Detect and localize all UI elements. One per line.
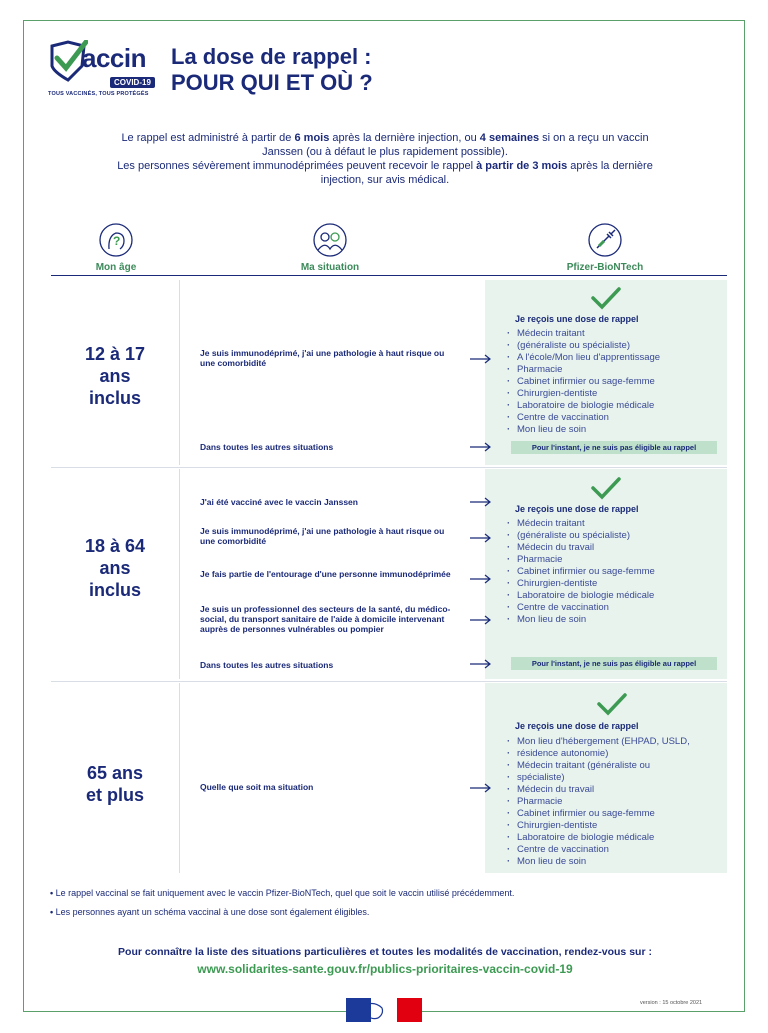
- list-item: · Médecin traitant (généraliste ou: [505, 760, 720, 772]
- row-divider-1: [51, 467, 727, 468]
- row3-panel-title: Je reçois une dose de rappel: [515, 721, 639, 731]
- list-item: · Chirurgien-dentiste: [505, 388, 720, 400]
- row2-places-list: [505, 518, 720, 626]
- people-icon: [312, 222, 348, 258]
- row1-not-eligible-badge: Pour l'instant, je ne suis pas éligible au rappel: [511, 441, 717, 454]
- arrow-right-icon: [470, 783, 492, 793]
- version-date: version : 15 octobre 2021: [640, 1000, 703, 1006]
- header-divider: [51, 275, 727, 276]
- list-item: · Cabinet infirmier ou sage-femme: [505, 566, 720, 578]
- col-divider-1: [179, 280, 180, 465]
- list-item: · Mon lieu de soin: [505, 424, 720, 436]
- checkmark-icon: [590, 476, 622, 500]
- page-title: [171, 44, 373, 96]
- list-item: · résidence autonomie): [505, 748, 720, 760]
- intro-text: Le rappel est administré à partir de 6 mois après la dernière injection, ou 4 semaines si on a reçu un vaccin Janssen (ou à défaut le plus rapidement possible). Les personnes sévèrement immunodéprimées peuvent recevoir le rappel à partir de 3 mois après la dernière injection, sur avis médical.: [117, 132, 653, 186]
- row1-situation-1: Je suis immunodéprimé, j'ai une pathologie à haut risque ou une comorbidité: [200, 348, 445, 368]
- arrow-right-icon: [470, 615, 492, 625]
- logo-word: accin: [82, 43, 146, 73]
- footnote-1: • Le rappel vaccinal se fait uniquement avec le vaccin Pfizer-BioNTech, quel que soit le vaccin utilisé précédemment.: [50, 884, 730, 903]
- row3-places-list: [505, 736, 720, 868]
- list-item: · Mon lieu de soin: [505, 614, 720, 626]
- logo-tagline: TOUS VACCINÉS, TOUS PROTÉGÉS: [48, 91, 149, 97]
- svg-text:?: ?: [113, 234, 121, 248]
- list-item: · Laboratoire de biologie médicale: [505, 590, 720, 602]
- list-item: · Centre de vaccination: [505, 602, 720, 614]
- logo-covid-badge: COVID-19: [110, 77, 155, 88]
- footer-text: Pour connaître la liste des situations particulières et toutes les modalités de vaccination, rendez-vous sur :: [118, 946, 652, 958]
- col-divider-3: [179, 683, 180, 873]
- list-item: · Médecin traitant: [505, 518, 720, 530]
- list-item: · Médecin du travail: [505, 784, 720, 796]
- column-age-label: Mon âge: [95, 262, 137, 273]
- footer-link[interactable]: www.solidarites-sante.gouv.fr/publics-prioritaires-vaccin-covid-19: [197, 962, 573, 976]
- checkmark-icon: [590, 286, 622, 310]
- list-item: · Centre de vaccination: [505, 412, 720, 424]
- list-item: · Laboratoire de biologie médicale: [505, 400, 720, 412]
- row2-situation-2: Je suis immunodéprimé, j'ai une pathologie à haut risque ou une comorbidité: [200, 526, 445, 546]
- title-line-2: POUR QUI ET OÙ ?: [171, 70, 373, 95]
- footnote-2: • Les personnes ayant un schéma vaccinal à une dose sont également éligibles.: [50, 903, 730, 922]
- row1-places-list: [505, 328, 720, 436]
- list-item: · Pharmacie: [505, 554, 720, 566]
- age-18-64: 18 à 64 ans inclus: [84, 536, 146, 600]
- marianne-flag-icon: [346, 998, 422, 1022]
- question-head-icon: [98, 222, 134, 258]
- arrow-right-icon: [470, 574, 492, 584]
- list-item: · (généraliste ou spécialiste): [505, 530, 720, 542]
- list-item: · Mon lieu d'hébergement (EHPAD, USLD,: [505, 736, 720, 748]
- arrow-right-icon: [470, 442, 492, 452]
- footnotes: [50, 884, 730, 922]
- list-item: · Pharmacie: [505, 796, 720, 808]
- column-vaccine: [560, 222, 650, 273]
- list-item: · Pharmacie: [505, 364, 720, 376]
- col-divider-2: [179, 469, 180, 679]
- row2-situation-5: Dans toutes les autres situations: [200, 660, 334, 670]
- arrow-right-icon: [470, 497, 492, 507]
- list-item: · Mon lieu de soin: [505, 856, 720, 868]
- list-item: · Médecin traitant: [505, 328, 720, 340]
- vaccin-covid-logo: [48, 40, 158, 102]
- list-item: · A l'école/Mon lieu d'apprentissage: [505, 352, 720, 364]
- row3-situation-1: Quelle que soit ma situation: [200, 782, 314, 792]
- age-12-17: 12 à 17 ans inclus: [84, 344, 146, 408]
- row2-situation-4: Je suis un professionnel des secteurs de la santé, du médico-social, du transport sanitaire de l'aide à domicile intervenant auprès de personnes vulnérables ou pompier: [200, 604, 451, 634]
- arrow-right-icon: [470, 533, 492, 543]
- list-item: · Médecin du travail: [505, 542, 720, 554]
- list-item: · Laboratoire de biologie médicale: [505, 832, 720, 844]
- row2-situation-1: J'ai été vacciné avec le vaccin Janssen: [200, 497, 358, 507]
- list-item: · Cabinet infirmier ou sage-femme: [505, 808, 720, 820]
- column-age: [76, 222, 156, 273]
- row2-situation-3: Je fais partie de l'entourage d'une personne immunodéprimée: [200, 569, 451, 579]
- row1-panel-title: Je reçois une dose de rappel: [515, 314, 639, 324]
- list-item: · Cabinet infirmier ou sage-femme: [505, 376, 720, 388]
- title-line-1: La dose de rappel :: [171, 44, 372, 69]
- column-situation: [290, 222, 370, 273]
- arrow-right-icon: [470, 354, 492, 364]
- list-item: · Chirurgien-dentiste: [505, 820, 720, 832]
- column-vaccine-label: Pfizer-BioNTech: [566, 262, 644, 273]
- syringe-icon: [587, 222, 623, 258]
- row-divider-2: [51, 681, 727, 682]
- row2-panel-title: Je reçois une dose de rappel: [515, 504, 639, 514]
- row2-not-eligible-badge: Pour l'instant, je ne suis pas éligible au rappel: [511, 657, 717, 670]
- column-situation-label: Ma situation: [300, 262, 360, 273]
- age-65-plus: 65 ans et plus: [85, 763, 144, 805]
- list-item: · (généraliste ou spécialiste): [505, 340, 720, 352]
- list-item: · spécialiste): [505, 772, 720, 784]
- list-item: · Centre de vaccination: [505, 844, 720, 856]
- checkmark-icon: [596, 692, 628, 716]
- list-item: · Chirurgien-dentiste: [505, 578, 720, 590]
- row1-situation-2: Dans toutes les autres situations: [200, 442, 334, 452]
- arrow-right-icon: [470, 659, 492, 669]
